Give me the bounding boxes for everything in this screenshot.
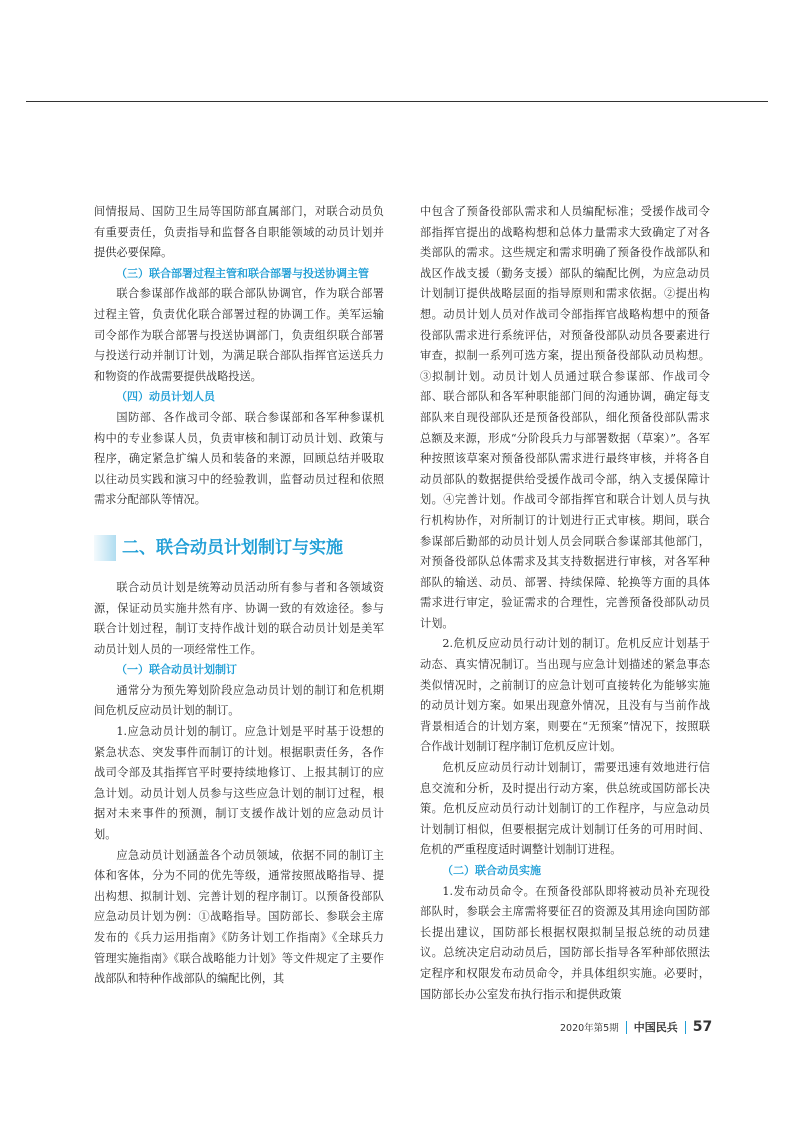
subheading: （二）联合动员实施 xyxy=(442,864,541,877)
paragraph: 联合参谋部作战部的联合部队协调官，作为联合部署过程主管，负责优化联合部署过程的协调工作。美军运输司令部作为联合部署与投送协调部门，负责组织联合部署与投送行动并制订计划，为满足联合部队指挥官运送兵力和物资的作战需要提供战略投送。 xyxy=(94,287,384,383)
page-number: 57 xyxy=(692,1019,713,1035)
subheading: （四）动员计划人员 xyxy=(116,390,215,404)
paragraph: 1.应急动员计划的制订。应急计划是平时基于设想的紧急状态、突发事件而制订的计划。根据职责任务，各作战司令部及其指挥官平时要持续地修订、上报其制订的应急计划。动员计划人员参与这些应急计划的制订过程，根据对未来事件的预测，制订支援作战计划的应急动员计划。 xyxy=(94,725,384,842)
paragraph: 联合动员计划是统筹动员活动所有参与者和各领域资源，保证动员实施井然有序、协调一致的有效途径。参与联合计划过程，制订支持作战计划的联合动员计划是美军动员计划人员的一项经常性工作。 xyxy=(94,580,384,656)
paragraph: 2.危机反应动员行动计划的制订。危机反应计划基于动态、真实情况制订。当出现与应急计划描述的紧急事态类似情况时，之前制订的应急计划可直接转化为能够实施的动员计划方案。如果出现意外情况，且没有与当前作战背景相适合的计划方案，则要在“无预案”情况下，按照联合作战计划制订程序制订危机反应计划。 xyxy=(420,637,710,754)
paragraph: 1.发布动员命令。在预备役部队即将被动员补充现役部队时，参联会主席需将要征召的资源及其用途向国防部长提出建议，国防部长根据权限拟制呈报总统的动员建议。总统决定启动动员后，国防部长指导各军种部依照法定程序和权限发布动员命令，并具体组织实施。必要时，国防部长办公室发布执行指示和提供政策 xyxy=(420,884,710,1001)
footer-divider xyxy=(685,1021,686,1034)
magazine-name: 中国民兵 xyxy=(633,1021,678,1034)
paragraph: 通常分为预先筹划阶段应急动员计划的制订和危机期间危机反应动员计划的制订。 xyxy=(94,683,384,718)
section-heading xyxy=(94,534,384,562)
footer-divider xyxy=(626,1021,627,1034)
paragraph: 中包含了预备役部队需求和人员编配标准；受援作战司令部指挥官提出的战略构想和总体力量需求大致确定了对各类部队的需求。这些规定和需求明确了预备役作战部队和战区作战支援（勤务支援）部队的编配比例，为应急动员计划制订提供战略层面的指导原则和需求依据。②提出构想。动员计划人员对作战司令部指挥官战略构想中的预备役部队需求进行系统评估，对预备役部队动员各要素进行审查，拟制一系列可选方案，提出预备役部队动员构想。③拟制计划。动员计划人员通过联合参谋部、作战司令部、联合部队和各军种职能部门间的沟通协调，确定每支部队来自现役部队还是预备役部队，细化预备役部队需求总额及来源，形成“分阶段兵力与部署数据（草案）”。各军种按照该草案对预备役部队需求进行最终审核，并将各自动员部队的数据提供给受援作战司令部，纳入支援保障计划。④完善计划。作战司令部指挥官和联合计划人员与执行机构协作，对所制订的计划进行正式审核。期间，联合参谋部后勤部的动员计划人员会同联合参谋部其他部门，对预备役部队总体需求及其支持数据进行审核，对各军种部队的输送、动员、部署、持续保障、轮换等方面的具体需求进行审定，验证需求的合理性，完善预备役部队动员计划。 xyxy=(420,205,710,630)
section-heading-bar xyxy=(94,535,116,561)
header-rule xyxy=(26,101,768,102)
subheading: （三）联合部署过程主管和联合部署与投送协调主管 xyxy=(116,266,369,280)
paragraph: 国防部、各作战司令部、联合参谋部和各军种参谋机构中的专业参谋人员，负责审核和制订动员计划、政策与程序，确定紧急扩编人员和装备的来源，回顾总结并吸取以往动员实践和演习中的经验教训，监督动员过程和依照需求分配部队等情况。 xyxy=(94,410,384,507)
paragraph: 间情报局、国防卫生局等国防部直属部门，对联合动员负有重要责任，负责指导和监督各自职能领域的动员计划并提供必要保障。 xyxy=(94,205,384,260)
issue-label: 2020年第5期 xyxy=(560,1023,619,1034)
paragraph: 危机反应动员行动计划制订，需要迅速有效地进行信息交流和分析，及时提出行动方案，供总统或国防部长决策。危机反应动员行动计划制订的工作程序，与应急动员计划制订相似，但要根据完成计划制订任务的可用时间、危机的严重程度适时调整计划制订进程。 xyxy=(420,761,710,857)
page-footer xyxy=(560,1017,750,1037)
right-column xyxy=(420,202,710,1005)
left-column xyxy=(94,202,384,990)
subheading: （一）联合动员计划制订 xyxy=(116,663,237,677)
section-title: 二、联合动员计划制订与实施 xyxy=(122,537,343,558)
paragraph: 应急动员计划涵盖各个动员领域，依据不同的制订主体和客体，分为不同的优先等级，通常按照战略指导、提出构想、拟制计划、完善计划的程序制订。以预备役部队应急动员计划为例：①战略指导。国防部长、参联会主席发布的《兵力运用指南》《防务计划工作指南》《全球兵力管理实施指南》《联合战略能力计划》等文件规定了主要作战部队和特种作战部队的编配比例，其 xyxy=(94,848,384,986)
